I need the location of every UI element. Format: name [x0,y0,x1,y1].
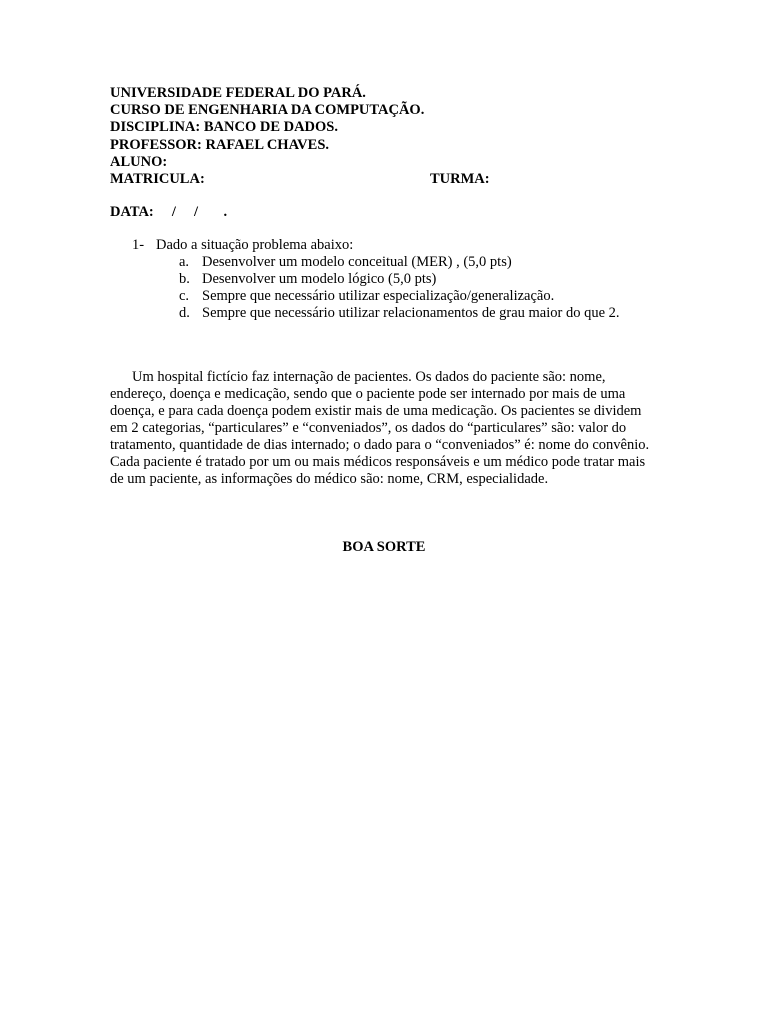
question-text: Dado a situação problema abaixo: [156,237,354,253]
course-name: CURSO DE ENGENHARIA DA COMPUTAÇÃO. [110,102,425,119]
subitem-text: Desenvolver um modelo conceitual (MER) , (5,0 pts) [202,254,512,270]
question-statement [132,237,692,254]
closing-message: BOA SORTE [342,539,426,555]
scenario-paragraph: Um hospital fictício faz internação de pacientes. Os dados do paciente são: nome, endereço, doença e medicação, sendo que o paciente pode ser internado por mais de uma doença, e para cada doença podem existir mais de uma medicação. Os pacientes se dividem em 2 categorias, “particulares” e “conveniados”, os dados do “particulares” são: valor do tratamento, quantidade de dias internado; o dado para o “conveniados” é: nome do convênio. Cada paciente é tratado por um ou mais médicos responsáveis e um médico pode tratar mais de um paciente, as informações do médico são: nome, CRM, especialidade. [110,368,650,487]
subitem-letter: a. [179,254,190,270]
date-label: DATA: / / . [110,204,228,220]
exam-header [110,85,670,188]
subitem [179,288,692,305]
student-label: ALUNO: [110,153,168,170]
university-name: UNIVERSIDADE FEDERAL DO PARÁ. [110,85,366,101]
subitem-letter: d. [179,305,190,321]
registration-row [110,171,670,188]
class-label: TURMA: [430,171,490,188]
question-number: 1- [132,237,145,253]
question-1 [132,237,692,322]
subitem [179,254,692,271]
registration-label: MATRICULA: [110,171,205,188]
professor-name: PROFESSOR: RAFAEL CHAVES. [110,136,330,153]
subitem-text: Desenvolver um modelo lógico (5,0 pts) [202,271,437,287]
discipline-name: DISCIPLINA: BANCO DE DADOS. [110,119,338,136]
subitem [179,271,692,288]
subitem [179,305,692,322]
question-subitems [132,254,692,322]
subitem-letter: c. [179,288,190,304]
subitem-text: Sempre que necessário utilizar relacionamentos de grau maior do que 2. [202,305,620,321]
subitem-text: Sempre que necessário utilizar especialização/generalização. [202,288,555,304]
subitem-letter: b. [179,271,190,287]
